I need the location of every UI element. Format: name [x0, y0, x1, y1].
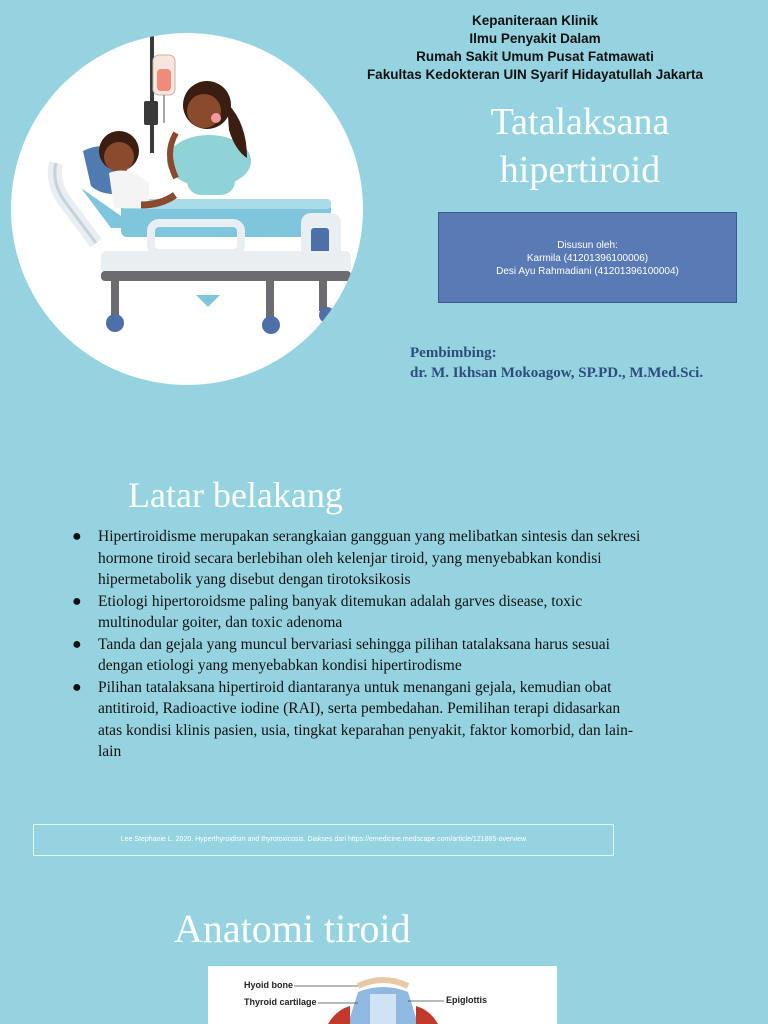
list-item: [68, 634, 643, 677]
document-title: [420, 98, 740, 194]
bullet-icon: ●: [72, 592, 82, 610]
title-line-2: hipertiroid: [499, 149, 661, 191]
bullet-icon: ●: [72, 528, 82, 545]
bullet-icon: ●: [72, 678, 82, 696]
advisor-block: [410, 343, 760, 383]
list-item-text: Tanda dan gejala yang muncul bervariasi sehingga pilihan tatalaksana harus sesuai dengan etiologi yang menyebabkan kondisi hipertirodisme: [98, 635, 610, 674]
author-1: Karmila (41201396100006): [526, 253, 649, 264]
title-line-1: Tatalaksana: [490, 101, 670, 143]
label-hyoid-bone: Hyoid bone: [244, 980, 293, 990]
list-item-text: Etiologi hipertoroidsme paling banyak ditemukan adalah garves disease, toxic multinodular goiter, dan toxic adenoma: [98, 592, 583, 631]
authors-heading: Disusun oleh:: [557, 240, 618, 251]
advisor-label: Pembimbing:: [410, 345, 497, 361]
author-box: [438, 212, 737, 303]
list-item-text: Pilihan tatalaksana hipertiroid diantaranya untuk menangani gejala, kemudian obat antitiroid, Radioactive iodine (RAI), serta pembedahan. Pemilihan terapi didasarkan atas kondisi klinis pasien, usia, tingkat keparahan penyakit, faktor komorbid, dan lain-lain: [98, 678, 634, 760]
thyroid-anatomy-icon: [208, 966, 557, 1024]
list-item-text: Hipertiroidisme merupakan serangkaian gangguan yang melibatkan sintesis dan sekresi hormone tiroid secara berlebihan oleh kelenjar tiroid, yang menyebabkan kondisi hipermetabolik yang disebut dengan tirotoksikosis: [98, 528, 641, 588]
section-title-background: Latar belakang: [128, 475, 343, 515]
institution-line-2: Ilmu Penyakit Dalam: [469, 31, 601, 46]
list-item: [68, 591, 643, 634]
list-item: [68, 677, 643, 763]
list-item: [68, 526, 643, 591]
reference-box: Lee Stephanie L. 2020. Hyperthyroidism and thyrotoxicosis. Diakses dari https://emedicine.medscape.com/article/121865-overview: [33, 824, 614, 856]
institution-line-3: Rumah Sakit Umum Pusat Fatmawati: [416, 49, 654, 64]
background-bullet-list: [68, 526, 643, 763]
bullet-icon: ●: [72, 635, 82, 653]
label-thyroid-cartilage: Thyroid cartilage: [244, 997, 317, 1007]
section-title-anatomy: Anatomi tiroid: [174, 906, 411, 951]
institution-line-4: Fakultas Kedokteran UIN Syarif Hidayatullah Jakarta: [366, 67, 704, 82]
institution-line-1: Kepaniteraan Klinik: [471, 13, 599, 28]
nurse-patient-bed-icon: [11, 33, 363, 385]
advisor-name: dr. M. Ikhsan Mokoagow, SP.PD., M.Med.Sci.: [410, 365, 704, 381]
institution-header: [340, 12, 730, 84]
thyroid-anatomy-figure: [208, 966, 557, 1024]
hospital-illustration: [11, 33, 363, 385]
author-2: Desi Ayu Rahmadiani (41201396100004): [496, 266, 679, 277]
label-epiglottis: Epiglottis: [446, 995, 487, 1005]
